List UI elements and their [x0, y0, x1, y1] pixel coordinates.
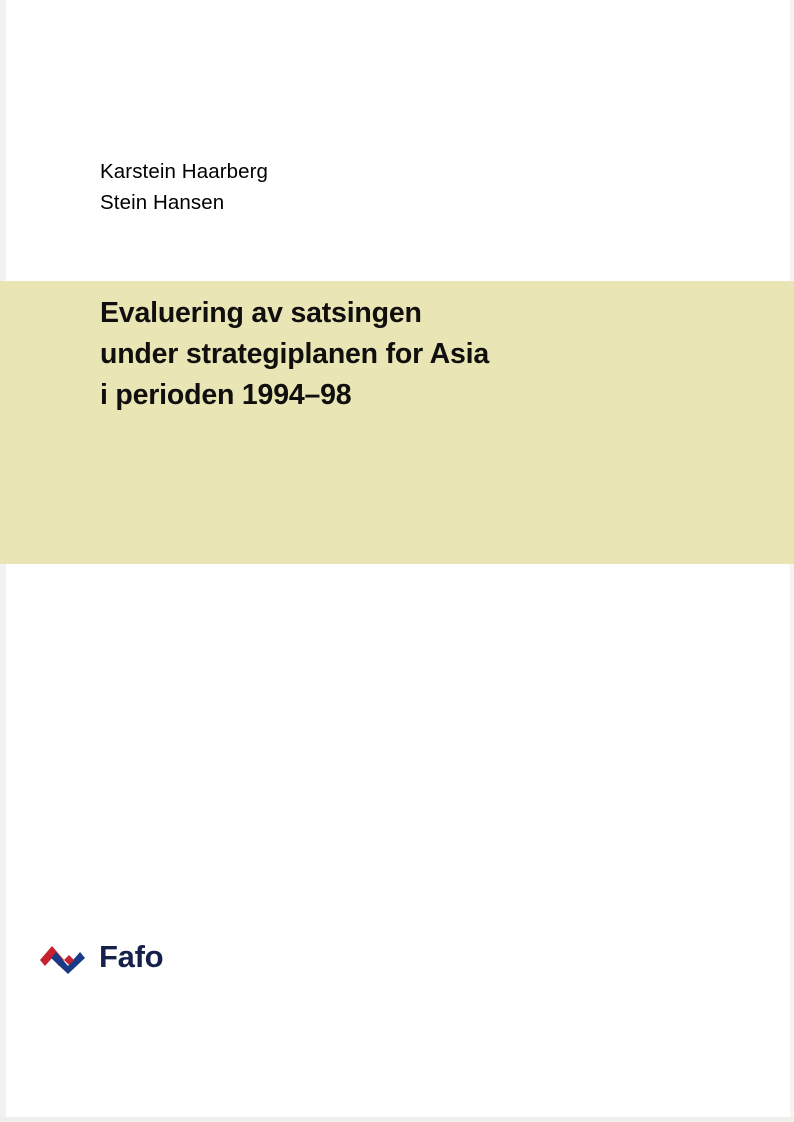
- title-line-1: Evaluering av satsingen: [100, 297, 422, 329]
- author-name-1: Karstein Haarberg: [100, 160, 269, 183]
- publisher-logo: [38, 935, 163, 979]
- author-name-2: Stein Hansen: [100, 191, 225, 214]
- title-line-3: i perioden 1994–98: [100, 379, 352, 411]
- page-title: [100, 293, 740, 416]
- publisher-name: Fafo: [99, 939, 164, 974]
- author-block: [100, 156, 700, 218]
- fafo-chevron-logo-icon: [38, 940, 90, 974]
- page-bottom-edge: [0, 1117, 794, 1122]
- title-line-2: under strategiplanen for Asia: [100, 338, 490, 370]
